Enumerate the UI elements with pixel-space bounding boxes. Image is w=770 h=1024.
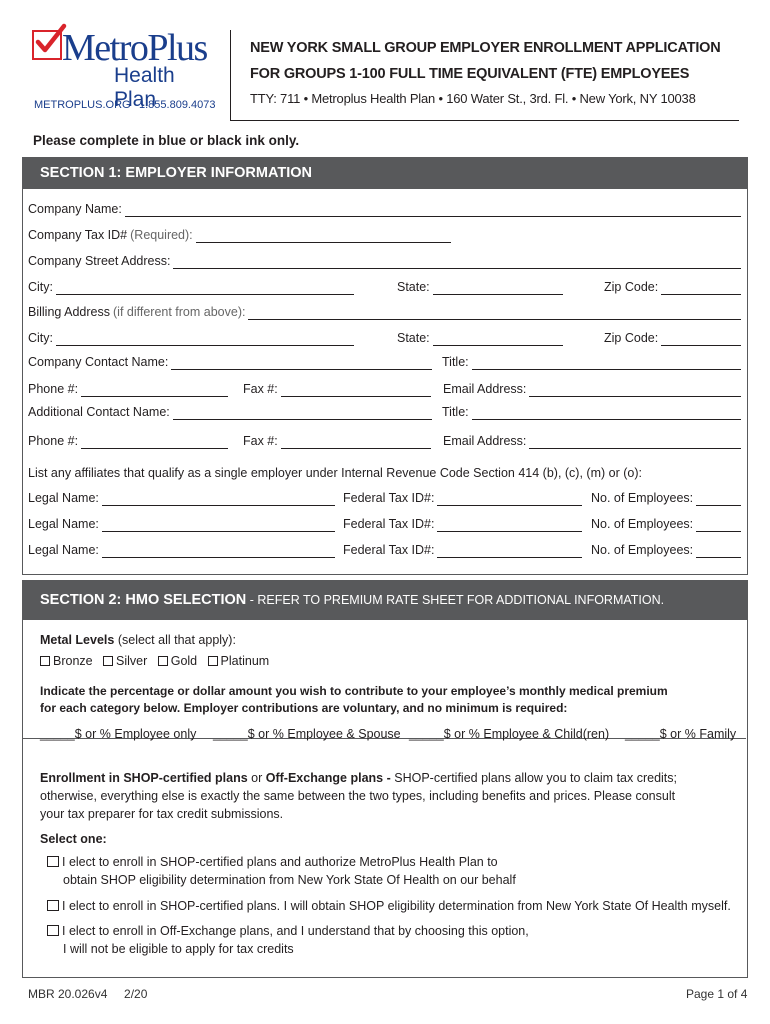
checkbox-icon bbox=[40, 656, 50, 666]
section2-hmo-selection: SECTION 2: HMO SELECTION - REFER TO PREMIUM RATE SHEET FOR ADDITIONAL INFORMATION. Metal Levels (select all that apply): Bronze Silver Gold Platinum Indicate the percentage or dollar amount you wish to contribute to your employee’s monthly medical premium for each category below. Employer contributions are voluntary, and no minimum is required: _____$ or % Employee only _____$ or % Employee & Spouse _____$ or % Employee & Child(ren) _____$ or % Family Enrollment in SHOP-certified plans or Off-Exchange plans - SHOP-certified plans allow you to claim tax credits; otherwise, everything else is exactly the same between the two types, including benefits and prices. Please consult your tax preparer for tax credit submissions. Select one: I elect to enroll in SHOP-certified plans and authorize MetroPlus Health Plan to obtain SHOP eligibility determination from New York State Of Health on our behalf I elect to enroll in SHOP-certified plans. I will obtain SHOP eligibility determination from New York State Of Health myself. I elect to enroll in Off-Exchange plans, and I understand that by choosing this option, I will not be eligible to apply for tax credits bbox=[22, 580, 748, 978]
ink-instructions: Please complete in blue or black ink only. bbox=[33, 133, 300, 148]
header-address: TTY: 711 • Metroplus Health Plan • 160 Water St., 3rd. Fl. • New York, NY 10038 bbox=[250, 91, 696, 106]
metal-level-options bbox=[40, 653, 269, 669]
logo-metroplus-text: MetroPlus bbox=[62, 27, 207, 69]
email-field[interactable]: Email Address: bbox=[443, 381, 741, 397]
contact-name-field[interactable]: Company Contact Name: bbox=[28, 354, 432, 370]
additional-phone-row bbox=[28, 433, 739, 449]
contrib-family[interactable]: _____$ or % Family bbox=[625, 727, 737, 741]
contact-phone-row bbox=[28, 381, 739, 397]
select-one-label: Select one: bbox=[40, 832, 107, 846]
contact-title-field[interactable]: Title: bbox=[442, 354, 741, 370]
federal-tax-id-field[interactable]: Federal Tax ID#: bbox=[343, 490, 582, 506]
affiliate-row bbox=[28, 542, 739, 558]
checkbox-icon bbox=[47, 925, 59, 936]
phone-field[interactable]: Phone #: bbox=[28, 381, 228, 397]
additional-contact-row bbox=[28, 404, 739, 420]
company-tax-id-field[interactable]: Company Tax ID# (Required): bbox=[28, 227, 451, 243]
metal-levels-label: Metal Levels (select all that apply): bbox=[40, 633, 236, 647]
num-employees-field[interactable]: No. of Employees: bbox=[591, 490, 741, 506]
legal-name-field[interactable]: Legal Name: bbox=[28, 516, 335, 532]
legal-name-field[interactable]: Legal Name: bbox=[28, 542, 335, 558]
additional-email-field[interactable]: Email Address: bbox=[443, 433, 741, 449]
num-employees-field[interactable]: No. of Employees: bbox=[591, 542, 741, 558]
street-address-field[interactable]: Company Street Address: bbox=[28, 253, 741, 269]
contrib-employee-only[interactable]: _____$ or % Employee only bbox=[40, 727, 197, 741]
enrollment-description-3: your tax preparer for tax credit submissions. bbox=[40, 807, 284, 821]
bronze-checkbox[interactable]: Bronze bbox=[40, 654, 93, 668]
form-title-line1: NEW YORK SMALL GROUP EMPLOYER ENROLLMENT APPLICATION bbox=[250, 40, 721, 56]
city-field[interactable]: City: bbox=[28, 279, 354, 295]
billing-address-field[interactable]: Billing Address (if different from above): bbox=[28, 304, 741, 320]
fax-field[interactable]: Fax #: bbox=[243, 381, 431, 397]
affiliate-row bbox=[28, 490, 739, 506]
checkbox-icon bbox=[47, 856, 59, 867]
billing-city-field[interactable]: City: bbox=[28, 330, 354, 346]
enrollment-description-2: otherwise, everything else is exactly the same between the two types, including benefits and prices. Please consult bbox=[40, 789, 676, 803]
section1-title: SECTION 1: EMPLOYER INFORMATION bbox=[23, 158, 747, 189]
section1-employer-information bbox=[22, 157, 748, 575]
additional-phone-field[interactable]: Phone #: bbox=[28, 433, 228, 449]
billing-state-field[interactable]: State: bbox=[397, 330, 563, 346]
federal-tax-id-field[interactable]: Federal Tax ID#: bbox=[343, 516, 582, 532]
street-address-row bbox=[28, 253, 739, 269]
additional-title-field[interactable]: Title: bbox=[442, 404, 741, 420]
gold-checkbox[interactable]: Gold bbox=[158, 654, 197, 668]
num-employees-field[interactable]: No. of Employees: bbox=[591, 516, 741, 532]
enrollment-description-1: Enrollment in SHOP-certified plans or Off-Exchange plans - SHOP-certified plans allow you to claim tax credits; bbox=[40, 771, 677, 785]
platinum-checkbox[interactable]: Platinum bbox=[208, 654, 270, 668]
checkbox-icon bbox=[208, 656, 218, 666]
billing-address-row bbox=[28, 304, 739, 320]
checkbox-icon bbox=[103, 656, 113, 666]
contrib-employee-children[interactable]: _____$ or % Employee & Child(ren) bbox=[409, 727, 610, 741]
section2-title: SECTION 2: HMO SELECTION - REFER TO PREMIUM RATE SHEET FOR ADDITIONAL INFORMATION. bbox=[23, 581, 747, 620]
metal-levels-box bbox=[23, 620, 746, 739]
company-name-field[interactable]: Company Name: bbox=[28, 201, 741, 217]
contact-name-row bbox=[28, 354, 739, 370]
contribution-instructions-1: Indicate the percentage or dollar amount you wish to contribute to your employee’s monthly medical premium bbox=[40, 684, 668, 698]
additional-contact-field[interactable]: Additional Contact Name: bbox=[28, 404, 432, 420]
checkmark-icon bbox=[32, 30, 62, 60]
phone-text: 1.855.809.4073 bbox=[139, 99, 216, 111]
affiliate-row bbox=[28, 516, 739, 532]
page-number: Page 1 of 4 bbox=[686, 987, 748, 1001]
city-state-zip-row bbox=[28, 279, 739, 295]
contribution-instructions-2: for each category below. Employer contributions are voluntary, and no minimum is required: bbox=[40, 701, 568, 715]
logo-health-plan-text: Health Plan bbox=[114, 64, 175, 111]
form-id: MBR 20.026v4 2/20 bbox=[28, 987, 148, 1001]
state-field[interactable]: State: bbox=[397, 279, 563, 295]
silver-checkbox[interactable]: Silver bbox=[103, 654, 147, 668]
company-name-row bbox=[28, 201, 739, 217]
billing-zip-field[interactable]: Zip Code: bbox=[604, 330, 741, 346]
website-text: METROPLUS.ORG bbox=[34, 99, 131, 111]
checkbox-icon bbox=[158, 656, 168, 666]
additional-fax-field[interactable]: Fax #: bbox=[243, 433, 431, 449]
checkbox-icon bbox=[47, 900, 59, 911]
page-header bbox=[0, 0, 770, 124]
form-title-line2: FOR GROUPS 1-100 FULL TIME EQUIVALENT (FTE) EMPLOYEES bbox=[250, 66, 690, 82]
affiliates-note: List any affiliates that qualify as a single employer under Internal Revenue Code Section 414 (b), (c), (m) or (o): bbox=[28, 466, 642, 480]
contrib-employee-spouse[interactable]: _____$ or % Employee & Spouse bbox=[213, 727, 401, 741]
header-divider bbox=[230, 30, 231, 120]
company-tax-id-row bbox=[28, 227, 739, 243]
billing-city-state-zip-row bbox=[28, 330, 739, 346]
header-rule bbox=[230, 120, 739, 121]
legal-name-field[interactable]: Legal Name: bbox=[28, 490, 335, 506]
zip-field[interactable]: Zip Code: bbox=[604, 279, 741, 295]
federal-tax-id-field[interactable]: Federal Tax ID#: bbox=[343, 542, 582, 558]
